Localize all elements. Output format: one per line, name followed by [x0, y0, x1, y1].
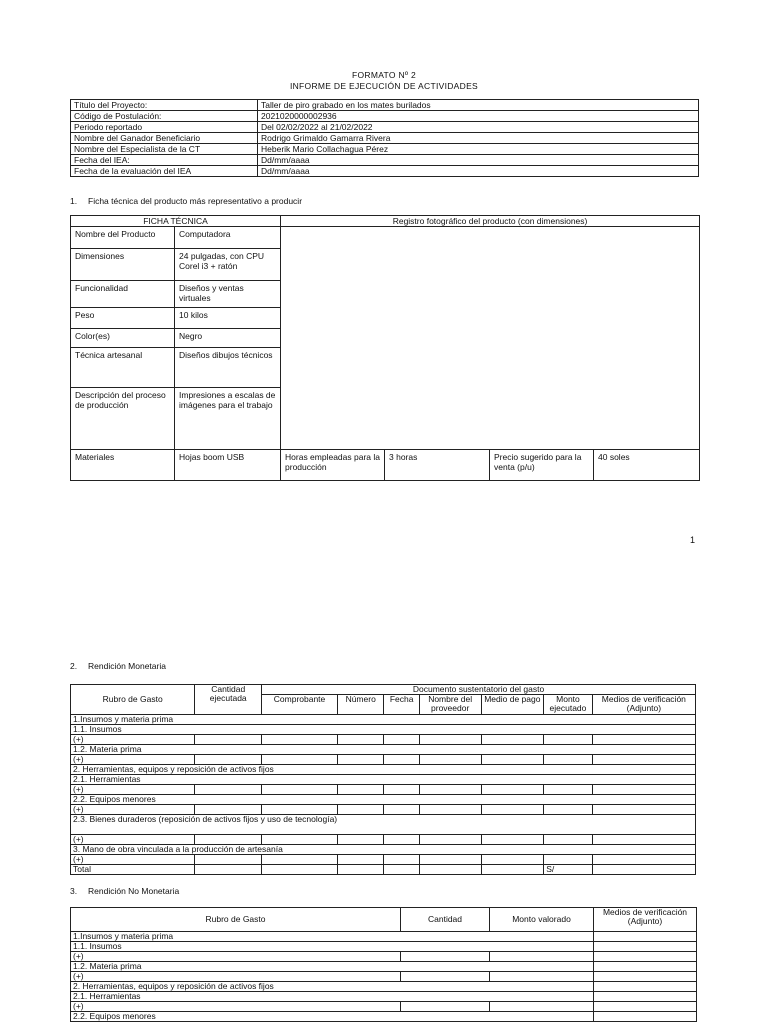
ficha-label: Descripción del proceso de producción [71, 388, 175, 450]
info-value: Dd/mm/aaaa [258, 166, 699, 177]
table-row [71, 735, 696, 745]
col-monto-valorado: Monto valorado [490, 908, 594, 932]
table-row [71, 982, 697, 992]
table-row [71, 932, 697, 942]
table-cell[interactable] [262, 855, 338, 865]
table-cell[interactable] [419, 805, 481, 815]
table-cell[interactable] [262, 805, 338, 815]
info-row [71, 111, 699, 122]
row-label: (+) [71, 952, 401, 962]
precio-value: 40 soles [594, 450, 700, 481]
col-cantidad: Cantidad [401, 908, 490, 932]
row-label: (+) [71, 755, 195, 765]
ficha-value: 10 kilos [175, 308, 281, 329]
col-medios: Medios de verificación (Adjunto) [592, 695, 695, 715]
table-cell[interactable] [195, 785, 262, 795]
row-label: (+) [71, 805, 195, 815]
project-info-table [70, 99, 699, 177]
table-cell[interactable] [262, 835, 338, 845]
table-cell[interactable] [419, 785, 481, 795]
row-label: 2.3. Bienes duraderos (reposición de activos fijos y uso de tecnología) [71, 815, 696, 835]
report-title: INFORME DE EJECUCIÓN DE ACTIVIDADES [289, 81, 479, 91]
table-cell[interactable] [195, 835, 262, 845]
info-label: Fecha del IEA: [71, 155, 258, 166]
table-cell[interactable] [544, 785, 593, 795]
table-cell[interactable] [384, 865, 419, 875]
table-cell[interactable] [401, 952, 490, 962]
table-cell[interactable] [401, 1002, 490, 1012]
col-rubro: Rubro de Gasto [71, 908, 401, 932]
table-row [71, 795, 696, 805]
table-cell[interactable] [592, 835, 695, 845]
row-label: (+) [71, 785, 195, 795]
table-cell[interactable] [544, 735, 593, 745]
row-label: 2.2. Equipos menores [71, 795, 696, 805]
section-1-title: Ficha técnica del producto más representativo a producir [88, 196, 303, 206]
col-documento: Documento sustentatorio del gasto [262, 685, 696, 695]
table-row [71, 775, 696, 785]
table-cell[interactable] [592, 755, 695, 765]
precio-label: Precio sugerido para la venta (p/u) [490, 450, 594, 481]
ficha-value: Diseños dibujos técnicos [175, 348, 281, 388]
info-label: Nombre del Ganador Beneficiario [71, 133, 258, 144]
table-cell[interactable] [592, 865, 695, 875]
table-cell[interactable] [592, 785, 695, 795]
col-monto: Monto ejecutado [544, 695, 593, 715]
ficha-value: Impresiones a escalas de imágenes para el trabajo [175, 388, 281, 450]
col-fecha: Fecha [384, 695, 419, 715]
info-row [71, 122, 699, 133]
col-proveedor: Nombre del proveedor [419, 695, 481, 715]
table-cell[interactable] [481, 855, 544, 865]
table-cell[interactable] [544, 835, 593, 845]
section-3-title: Rendición No Monetaria [88, 886, 180, 896]
table-cell[interactable] [490, 972, 594, 982]
info-label: Código de Postulación: [71, 111, 258, 122]
row-label: 1.Insumos y materia prima [71, 715, 696, 725]
info-row [71, 100, 699, 111]
table-cell[interactable] [337, 755, 384, 765]
table-cell[interactable] [544, 805, 593, 815]
table-cell[interactable] [337, 805, 384, 815]
ficha-label: Color(es) [71, 329, 175, 348]
info-row [71, 155, 699, 166]
total-row [71, 865, 696, 875]
table-cell[interactable] [490, 1002, 594, 1012]
horas-value: 3 horas [385, 450, 490, 481]
row-label: 1.2. Materia prima [71, 962, 594, 972]
ficha-value: Computadora [175, 227, 281, 249]
table-cell[interactable] [481, 735, 544, 745]
table-cell[interactable] [195, 735, 262, 745]
row-label: 3. Mano de obra vinculada a la producción de artesanía [71, 845, 696, 855]
info-value: Del 02/02/2022 al 21/02/2022 [258, 122, 699, 133]
table-cell[interactable] [592, 735, 695, 745]
table-cell[interactable] [419, 735, 481, 745]
ficha-label: Técnica artesanal [71, 348, 175, 388]
photo-header: Registro fotográfico del producto (con dimensiones) [281, 216, 700, 227]
info-value: Rodrigo Grimaldo Gamarra Rivera [258, 133, 699, 144]
table-row [71, 715, 696, 725]
table-cell[interactable] [594, 942, 697, 952]
table-cell[interactable] [594, 1012, 697, 1022]
table-row [71, 855, 696, 865]
row-label: 1.1. Insumos [71, 725, 696, 735]
info-label: Título del Proyecto: [71, 100, 258, 111]
table-cell[interactable] [481, 835, 544, 845]
info-label: Periodo reportado [71, 122, 258, 133]
table-cell[interactable] [337, 785, 384, 795]
info-row [71, 133, 699, 144]
materiales-value: Hojas boom USB [175, 450, 281, 481]
table-cell[interactable] [481, 755, 544, 765]
table-row [71, 835, 696, 845]
table-cell[interactable] [337, 855, 384, 865]
table-row [71, 785, 696, 795]
info-row [71, 166, 699, 177]
table-row [71, 1012, 697, 1022]
ficha-label: Peso [71, 308, 175, 329]
total-label: Total [71, 865, 195, 875]
ficha-value: Diseños y ventas virtuales [175, 281, 281, 308]
table-cell[interactable] [337, 865, 384, 875]
row-label: 2. Herramientas, equipos y reposición de activos fijos [71, 982, 594, 992]
row-label: 1.1. Insumos [71, 942, 594, 952]
ficha-label: Nombre del Producto [71, 227, 175, 249]
table-cell[interactable] [384, 805, 419, 815]
section-2-title: Rendición Monetaria [88, 661, 166, 671]
ficha-label: Dimensiones [71, 249, 175, 281]
table-cell[interactable] [262, 785, 338, 795]
ficha-value: Negro [175, 329, 281, 348]
table-cell[interactable] [337, 735, 384, 745]
table-row [71, 755, 696, 765]
row-label: 1.2. Materia prima [71, 745, 696, 755]
table-cell[interactable] [262, 865, 338, 875]
col-medios: Medios de verificación (Adjunto) [594, 908, 697, 932]
row-label: (+) [71, 835, 195, 845]
info-value: Dd/mm/aaaa [258, 155, 699, 166]
col-cantidad: Cantidad ejecutada [195, 685, 262, 715]
table-cell[interactable] [481, 785, 544, 795]
table-row [71, 952, 697, 962]
monetary-table [70, 684, 696, 875]
table-row [71, 725, 696, 735]
ficha-header: FICHA TÉCNICA [71, 216, 281, 227]
row-label: 2.1. Herramientas [71, 992, 594, 1002]
table-cell[interactable] [401, 972, 490, 982]
table-cell[interactable] [195, 865, 262, 875]
info-label: Nombre del Especialista de la CT [71, 144, 258, 155]
table-row [71, 962, 697, 972]
table-row [71, 815, 696, 835]
table-row [71, 992, 697, 1002]
col-numero: Número [337, 695, 384, 715]
table-cell[interactable] [262, 735, 338, 745]
table-cell[interactable] [384, 855, 419, 865]
total-currency: S/ [544, 865, 593, 875]
row-label: 2.1. Herramientas [71, 775, 696, 785]
table-cell[interactable] [384, 735, 419, 745]
table-cell[interactable] [594, 962, 697, 972]
table-row [71, 942, 697, 952]
table-cell[interactable] [544, 755, 593, 765]
table-cell[interactable] [262, 755, 338, 765]
table-cell[interactable] [594, 972, 697, 982]
table-cell[interactable] [337, 835, 384, 845]
section-1-heading [70, 196, 302, 206]
table-cell[interactable] [594, 952, 697, 962]
table-cell[interactable] [481, 805, 544, 815]
ficha-label: Funcionalidad [71, 281, 175, 308]
non-monetary-table [70, 907, 697, 1022]
table-row [71, 745, 696, 755]
info-value: 2021020000002936 [258, 111, 699, 122]
table-row [71, 1002, 697, 1012]
table-cell[interactable] [594, 982, 697, 992]
horas-label: Horas empleadas para la producción [281, 450, 385, 481]
info-value: Taller de piro grabado en los mates burilados [258, 100, 699, 111]
info-row [71, 144, 699, 155]
format-title: FORMATO Nº 2 [351, 70, 416, 80]
table-cell[interactable] [419, 755, 481, 765]
ficha-tecnica-table [70, 215, 700, 481]
table-cell[interactable] [384, 785, 419, 795]
col-medio-pago: Medio de pago [481, 695, 544, 715]
table-cell[interactable] [490, 952, 594, 962]
table-cell[interactable] [384, 835, 419, 845]
table-cell[interactable] [384, 755, 419, 765]
table-cell[interactable] [481, 865, 544, 875]
section-2-number: 2. [70, 661, 78, 671]
section-3-number: 3. [70, 886, 78, 896]
table-cell[interactable] [419, 855, 481, 865]
row-label: (+) [71, 735, 195, 745]
section-2-heading [70, 661, 166, 671]
row-label: (+) [71, 855, 195, 865]
table-cell[interactable] [592, 805, 695, 815]
table-row [71, 972, 697, 982]
table-row [71, 765, 696, 775]
row-label: (+) [71, 972, 401, 982]
table-cell[interactable] [195, 855, 262, 865]
info-label: Fecha de la evaluación del IEA [71, 166, 258, 177]
table-cell[interactable] [195, 755, 262, 765]
table-cell[interactable] [544, 855, 593, 865]
table-cell[interactable] [594, 992, 697, 1002]
photo-area [281, 227, 700, 450]
section-3-heading [70, 886, 179, 896]
col-rubro: Rubro de Gasto [71, 685, 195, 715]
info-value: Heberik Mario Collachagua Pérez [258, 144, 699, 155]
row-label: 2. Herramientas, equipos y reposición de activos fijos [71, 765, 696, 775]
table-cell[interactable] [594, 932, 697, 942]
ficha-value: 24 pulgadas, con CPU Corel i3 + ratón [175, 249, 281, 281]
materiales-label: Materiales [71, 450, 175, 481]
table-row [71, 805, 696, 815]
row-label: 2.2. Equipos menores [71, 1012, 594, 1022]
page-number: 1 [690, 535, 696, 545]
table-cell[interactable] [419, 865, 481, 875]
col-comprobante: Comprobante [262, 695, 338, 715]
table-cell[interactable] [419, 835, 481, 845]
table-cell[interactable] [592, 855, 695, 865]
row-label: 1.Insumos y materia prima [71, 932, 594, 942]
table-cell[interactable] [594, 1002, 697, 1012]
section-1-number: 1. [70, 196, 78, 206]
row-label: (+) [71, 1002, 401, 1012]
table-row [71, 845, 696, 855]
table-cell[interactable] [195, 805, 262, 815]
